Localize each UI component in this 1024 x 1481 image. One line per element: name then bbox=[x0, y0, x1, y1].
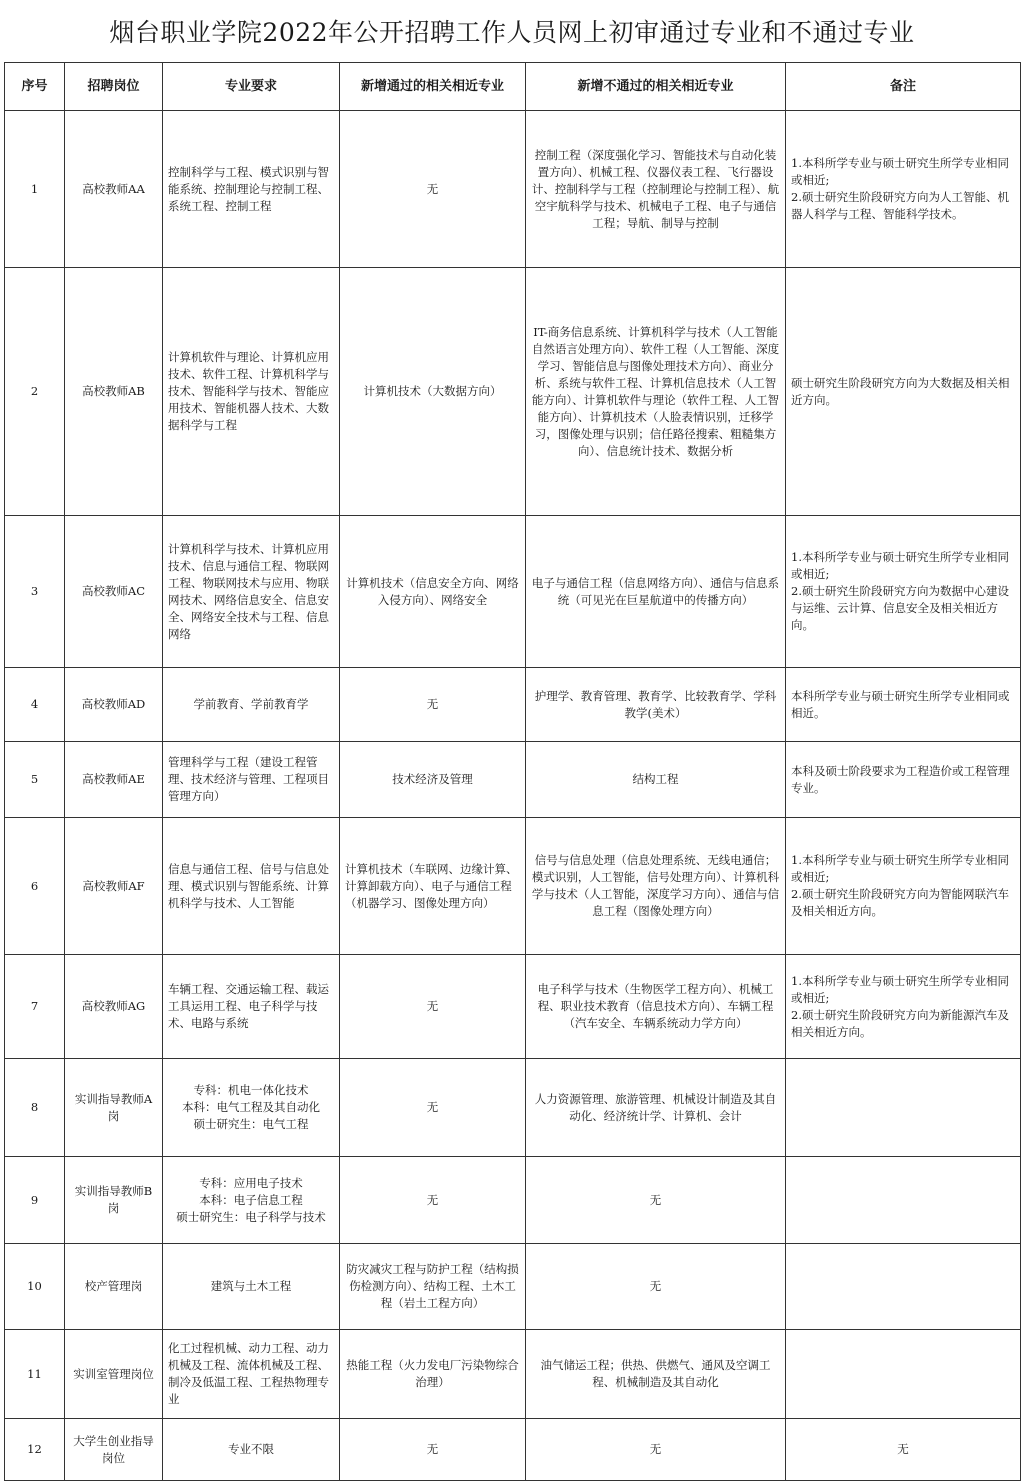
row-post: 大学生创业指导岗位 bbox=[65, 1419, 163, 1481]
note-line: 1.本科所学专业与硕士研究生所学专业相同或相近; bbox=[791, 156, 1009, 187]
row-requirement: 化工过程机械、动力工程、动力机械及工程、流体机械及工程、制冷及低温工程、工程热物理专业 bbox=[163, 1330, 340, 1419]
row-requirement: 控制科学与工程、模式识别与智能系统、控制理论与控制工程、系统工程、控制工程 bbox=[163, 111, 340, 268]
note-line: 1.本科所学专业与硕士研究生所学专业相同或相近; bbox=[791, 973, 1009, 1005]
row-note bbox=[786, 742, 1021, 818]
row-post: 高校教师AG bbox=[65, 955, 163, 1059]
row-requirement: 计算机科学与技术、计算机应用技术、信息与通信工程、物联网工程、物联网技术与应用、物联网技术、网络信息安全、信息安全、网络安全技术与工程、信息网络 bbox=[163, 516, 340, 668]
note-line: 本科所学专业与硕士研究生所学专业相同或相近。 bbox=[791, 688, 1010, 720]
row-requirement: 计算机软件与理论、计算机应用技术、软件工程、计算机科学与技术、智能科学与技术、智能应用技术、智能机器人技术、大数据科学与工程 bbox=[163, 268, 340, 516]
row-fail-majors: 结构工程 bbox=[526, 742, 786, 818]
row-fail-majors: 电子与通信工程（信息网络方向）、通信与信息系统（可见光在巨星航道中的传播方向） bbox=[526, 516, 786, 668]
row-note bbox=[786, 268, 1021, 516]
row-no: 3 bbox=[5, 516, 65, 668]
row-pass-majors: 无 bbox=[340, 668, 526, 742]
row-note bbox=[786, 1419, 1021, 1481]
note-line: 1.本科所学专业与硕士研究生所学专业相同或相近; bbox=[791, 853, 1009, 884]
row-fail-majors: IT-商务信息系统、计算机科学与技术（人工智能自然语言处理方向）、软件工程（人工智能、深度学习、智能信息与图像处理技术方向）、商业分析、系统与软件工程、计算机信息技术（人工智能方向）、计算机软件与理论（软件工程、人工智能方向）、计算机技术（人脸表情识别，迁移学习，图像处理与识别；信任路径搜索、粗糙集方向）、信息统计技术、数据分析 bbox=[526, 268, 786, 516]
requirement-line: 本科：电气工程及其自动化 bbox=[182, 1100, 320, 1114]
row-note bbox=[786, 668, 1021, 742]
row-fail-majors: 控制工程（深度强化学习、智能技术与自动化装置方向）、机械工程、仪器仪表工程、飞行器设计、控制科学与工程（控制理论与控制工程）、航空宇航科学与技术、机械电子工程、电子与通信工程；导航、制导与控制 bbox=[526, 111, 786, 268]
page-title: 烟台职业学院2022年公开招聘工作人员网上初审通过专业和不通过专业 bbox=[109, 18, 915, 47]
row-no: 4 bbox=[5, 668, 65, 742]
header-no: 序号 bbox=[5, 63, 65, 111]
row-requirement: 车辆工程、交通运输工程、载运工具运用工程、电子科学与技术、电路与系统 bbox=[163, 955, 340, 1059]
note-line: 2.硕士研究生阶段研究方向为数据中心建设与运维、云计算、信息安全及相关相近方向。 bbox=[791, 584, 1009, 632]
row-note bbox=[786, 955, 1021, 1059]
row-pass-majors: 防灾减灾工程与防护工程（结构损伤检测方向）、结构工程、土木工程（岩土工程方向） bbox=[340, 1244, 526, 1330]
table-row bbox=[5, 742, 1021, 818]
table-row bbox=[5, 1157, 1021, 1244]
note-line: 硕士研究生阶段研究方向为大数据及相关相近方向。 bbox=[791, 375, 1010, 407]
row-note bbox=[786, 1059, 1021, 1157]
row-post: 实训指导教师B岗 bbox=[65, 1157, 163, 1244]
row-fail-majors: 无 bbox=[526, 1244, 786, 1330]
header-requirement: 专业要求 bbox=[163, 63, 340, 111]
row-fail-majors: 无 bbox=[526, 1157, 786, 1244]
row-post: 高校教师AA bbox=[65, 111, 163, 268]
row-fail-majors: 人力资源管理、旅游管理、机械设计制造及其自动化、经济统计学、计算机、会计 bbox=[526, 1059, 786, 1157]
row-requirement bbox=[163, 1059, 340, 1157]
requirement-line: 硕士研究生：电子科学与技术 bbox=[176, 1209, 326, 1224]
row-pass-majors: 技术经济及管理 bbox=[340, 742, 526, 818]
table-row bbox=[5, 268, 1021, 516]
row-note bbox=[786, 1330, 1021, 1419]
row-requirement: 管理科学与工程（建设工程管理、技术经济与管理、工程项目管理方向） bbox=[163, 742, 340, 818]
row-pass-majors: 热能工程（火力发电厂污染物综合治理） bbox=[340, 1330, 526, 1419]
table-row bbox=[5, 111, 1021, 268]
header-fail-majors: 新增不通过的相关相近专业 bbox=[526, 63, 786, 111]
table-row bbox=[5, 1419, 1021, 1481]
row-pass-majors: 无 bbox=[340, 955, 526, 1059]
note-line: 2.硕士研究生阶段研究方向为智能网联汽车及相关相近方向。 bbox=[791, 887, 1009, 918]
requirement-line: 专科：机电一体化技术 bbox=[193, 1083, 309, 1097]
note-line: 2.硕士研究生阶段研究方向为新能源汽车及相关相近方向。 bbox=[791, 1007, 1009, 1039]
note-line: 2.硕士研究生阶段研究方向为人工智能、机器人科学与工程、智能科学技术。 bbox=[791, 190, 1009, 221]
header-post: 招聘岗位 bbox=[65, 63, 163, 111]
table-row bbox=[5, 668, 1021, 742]
row-no: 7 bbox=[5, 955, 65, 1059]
table-row bbox=[5, 1059, 1021, 1157]
row-note bbox=[786, 1157, 1021, 1244]
row-requirement: 专业不限 bbox=[163, 1419, 340, 1481]
row-no: 11 bbox=[5, 1330, 65, 1419]
row-pass-majors: 计算机技术（大数据方向） bbox=[340, 268, 526, 516]
row-post: 高校教师AE bbox=[65, 742, 163, 818]
table-row bbox=[5, 516, 1021, 668]
row-no: 6 bbox=[5, 818, 65, 955]
table-row bbox=[5, 955, 1021, 1059]
row-pass-majors: 无 bbox=[340, 1419, 526, 1481]
row-fail-majors: 油气储运工程；供热、供燃气、通风及空调工程、机械制造及其自动化 bbox=[526, 1330, 786, 1419]
row-post: 高校教师AD bbox=[65, 668, 163, 742]
row-note bbox=[786, 111, 1021, 268]
row-pass-majors: 计算机技术（信息安全方向、网络入侵方向）、网络安全 bbox=[340, 516, 526, 668]
table-row bbox=[5, 1244, 1021, 1330]
row-pass-majors: 无 bbox=[340, 1157, 526, 1244]
row-fail-majors: 信号与信息处理（信息处理系统、无线电通信；模式识别，人工智能，信号处理方向）、计算机科学与技术（人工智能，深度学习方向）、通信与信息工程（图像处理方向） bbox=[526, 818, 786, 955]
row-pass-majors: 计算机技术（车联网、边缘计算、计算卸载方向）、电子与通信工程（机器学习、图像处理方向） bbox=[340, 818, 526, 955]
note-line: 1.本科所学专业与硕士研究生所学专业相同或相近; bbox=[791, 550, 1009, 581]
row-fail-majors: 无 bbox=[526, 1419, 786, 1481]
row-requirement: 学前教育、学前教育学 bbox=[163, 668, 340, 742]
row-post: 高校教师AB bbox=[65, 268, 163, 516]
row-no: 12 bbox=[5, 1419, 65, 1481]
table-row bbox=[5, 1330, 1021, 1419]
row-post: 实训室管理岗位 bbox=[65, 1330, 163, 1419]
row-note bbox=[786, 516, 1021, 668]
row-note bbox=[786, 1244, 1021, 1330]
row-pass-majors: 无 bbox=[340, 1059, 526, 1157]
row-fail-majors: 护理学、教育管理、教育学、比较教育学、学科教学(美术） bbox=[526, 668, 786, 742]
row-no: 5 bbox=[5, 742, 65, 818]
row-post: 实训指导教师A岗 bbox=[65, 1059, 163, 1157]
row-fail-majors: 电子科学与技术（生物医学工程方向）、机械工程、职业技术教育（信息技术方向）、车辆工程（汽车安全、车辆系统动力学方向） bbox=[526, 955, 786, 1059]
header-note: 备注 bbox=[786, 63, 1021, 111]
note-line: 无 bbox=[897, 1442, 909, 1456]
recruitment-table bbox=[4, 62, 1021, 1481]
requirement-line: 硕士研究生：电气工程 bbox=[193, 1117, 309, 1131]
table-row bbox=[5, 818, 1021, 955]
requirement-line: 专科：应用电子技术 bbox=[199, 1175, 303, 1190]
row-no: 10 bbox=[5, 1244, 65, 1330]
row-post: 高校教师AF bbox=[65, 818, 163, 955]
row-post: 高校教师AC bbox=[65, 516, 163, 668]
table-header-row bbox=[5, 63, 1021, 111]
row-no: 2 bbox=[5, 268, 65, 516]
header-pass-majors: 新增通过的相关相近专业 bbox=[340, 63, 526, 111]
row-requirement: 建筑与土木工程 bbox=[163, 1244, 340, 1330]
row-note bbox=[786, 818, 1021, 955]
row-pass-majors: 无 bbox=[340, 111, 526, 268]
requirement-line: 本科：电子信息工程 bbox=[199, 1192, 303, 1207]
row-no: 8 bbox=[5, 1059, 65, 1157]
row-requirement: 信息与通信工程、信号与信息处理、模式识别与智能系统、计算机科学与技术、人工智能 bbox=[163, 818, 340, 955]
row-post: 校产管理岗 bbox=[65, 1244, 163, 1330]
note-line: 本科及硕士阶段要求为工程造价或工程管理专业。 bbox=[791, 763, 1010, 795]
row-requirement bbox=[163, 1157, 340, 1244]
row-no: 1 bbox=[5, 111, 65, 268]
row-no: 9 bbox=[5, 1157, 65, 1244]
